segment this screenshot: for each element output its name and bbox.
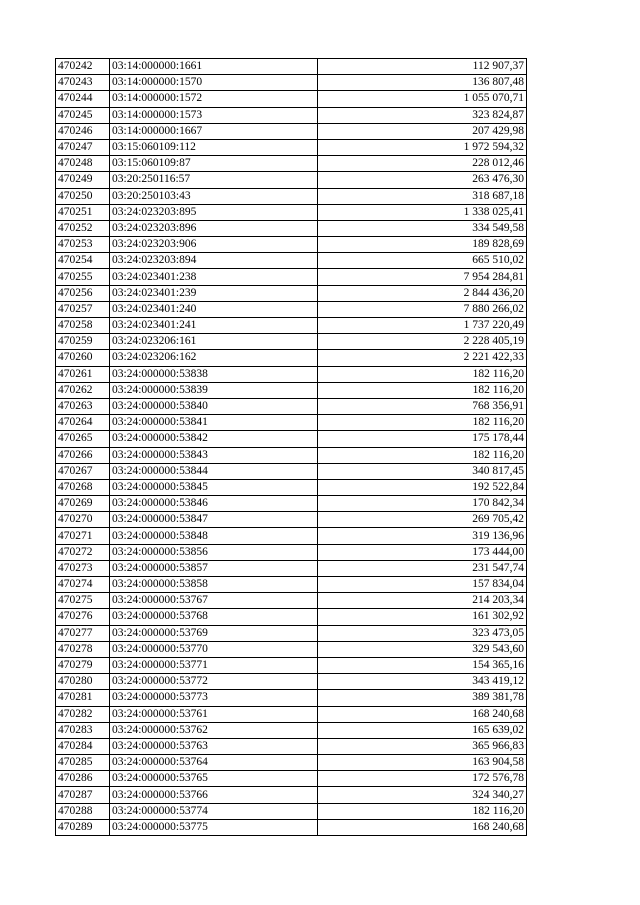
- cadastral-number-cell: 03:24:000000:53857: [110, 560, 318, 576]
- cadastral-value-cell: 161 302,92: [318, 609, 527, 625]
- row-number-cell: 470279: [56, 657, 110, 673]
- cadastral-number-cell: 03:24:000000:53846: [110, 496, 318, 512]
- cadastral-value-cell: 323 824,87: [318, 107, 527, 123]
- cadastral-number-cell: 03:24:000000:53840: [110, 398, 318, 414]
- row-number-cell: 470285: [56, 755, 110, 771]
- cadastral-number-cell: 03:24:023206:162: [110, 350, 318, 366]
- row-number-cell: 470287: [56, 787, 110, 803]
- table-row: [56, 237, 527, 253]
- table-row: [56, 819, 527, 835]
- cadastral-number-cell: 03:24:000000:53770: [110, 641, 318, 657]
- row-number-cell: 470251: [56, 204, 110, 220]
- row-number-cell: 470286: [56, 771, 110, 787]
- cadastral-value-cell: 323 473,05: [318, 625, 527, 641]
- cadastral-value-cell: 182 116,20: [318, 366, 527, 382]
- cadastral-number-cell: 03:24:000000:53774: [110, 803, 318, 819]
- cadastral-value-cell: 112 907,37: [318, 59, 527, 75]
- cadastral-value-cell: 170 842,34: [318, 496, 527, 512]
- cadastral-number-cell: 03:24:000000:53775: [110, 819, 318, 835]
- row-number-cell: 470271: [56, 528, 110, 544]
- table-row: [56, 674, 527, 690]
- table-row: [56, 496, 527, 512]
- table-row: [56, 431, 527, 447]
- cadastral-value-cell: 1 338 025,41: [318, 204, 527, 220]
- cadastral-value-cell: 269 705,42: [318, 512, 527, 528]
- row-number-cell: 470260: [56, 350, 110, 366]
- cadastral-value-cell: 136 807,48: [318, 75, 527, 91]
- row-number-cell: 470259: [56, 334, 110, 350]
- row-number-cell: 470278: [56, 641, 110, 657]
- cadastral-number-cell: 03:24:000000:53764: [110, 755, 318, 771]
- cadastral-value-cell: 207 429,98: [318, 123, 527, 139]
- cadastral-value-cell: 1 055 070,71: [318, 91, 527, 107]
- row-number-cell: 470283: [56, 722, 110, 738]
- cadastral-value-cell: 173 444,00: [318, 544, 527, 560]
- table-row: [56, 641, 527, 657]
- cadastral-number-cell: 03:24:023401:240: [110, 301, 318, 317]
- row-number-cell: 470245: [56, 107, 110, 123]
- row-number-cell: 470255: [56, 269, 110, 285]
- cadastral-number-cell: 03:24:000000:53844: [110, 463, 318, 479]
- cadastral-value-cell: 7 880 266,02: [318, 301, 527, 317]
- cadastral-value-table: [55, 58, 527, 836]
- row-number-cell: 470262: [56, 382, 110, 398]
- row-number-cell: 470284: [56, 738, 110, 754]
- table-row: [56, 398, 527, 414]
- table-row: [56, 204, 527, 220]
- row-number-cell: 470258: [56, 318, 110, 334]
- table-row: [56, 91, 527, 107]
- cadastral-number-cell: 03:20:250116:57: [110, 172, 318, 188]
- row-number-cell: 470289: [56, 819, 110, 835]
- table-row: [56, 382, 527, 398]
- table-row: [56, 220, 527, 236]
- cadastral-value-cell: 182 116,20: [318, 803, 527, 819]
- cadastral-value-cell: 231 547,74: [318, 560, 527, 576]
- cadastral-value-cell: 389 381,78: [318, 690, 527, 706]
- cadastral-value-cell: 165 639,02: [318, 722, 527, 738]
- cadastral-number-cell: 03:24:000000:53771: [110, 657, 318, 673]
- table-row: [56, 771, 527, 787]
- row-number-cell: 470266: [56, 447, 110, 463]
- row-number-cell: 470243: [56, 75, 110, 91]
- table-row: [56, 301, 527, 317]
- table-row: [56, 75, 527, 91]
- cadastral-value-cell: 324 340,27: [318, 787, 527, 803]
- cadastral-value-cell: 365 966,83: [318, 738, 527, 754]
- table-row: [56, 593, 527, 609]
- table-row: [56, 738, 527, 754]
- cadastral-value-cell: 163 904,58: [318, 755, 527, 771]
- row-number-cell: 470281: [56, 690, 110, 706]
- table-row: [56, 690, 527, 706]
- row-number-cell: 470261: [56, 366, 110, 382]
- cadastral-value-cell: 2 221 422,33: [318, 350, 527, 366]
- cadastral-number-cell: 03:24:000000:53765: [110, 771, 318, 787]
- table-row: [56, 528, 527, 544]
- cadastral-number-cell: 03:14:000000:1667: [110, 123, 318, 139]
- cadastral-value-cell: 1 737 220,49: [318, 318, 527, 334]
- table-row: [56, 188, 527, 204]
- row-number-cell: 470275: [56, 593, 110, 609]
- row-number-cell: 470274: [56, 577, 110, 593]
- row-number-cell: 470248: [56, 156, 110, 172]
- cadastral-number-cell: 03:15:060109:112: [110, 139, 318, 155]
- cadastral-number-cell: 03:24:000000:53843: [110, 447, 318, 463]
- table-row: [56, 156, 527, 172]
- cadastral-number-cell: 03:15:060109:87: [110, 156, 318, 172]
- cadastral-number-cell: 03:24:000000:53842: [110, 431, 318, 447]
- row-number-cell: 470242: [56, 59, 110, 75]
- row-number-cell: 470254: [56, 253, 110, 269]
- table-row: [56, 544, 527, 560]
- table-row: [56, 560, 527, 576]
- cadastral-number-cell: 03:24:023203:906: [110, 237, 318, 253]
- table-row: [56, 269, 527, 285]
- cadastral-number-cell: 03:24:000000:53766: [110, 787, 318, 803]
- cadastral-value-cell: 7 954 284,81: [318, 269, 527, 285]
- cadastral-value-cell: 182 116,20: [318, 447, 527, 463]
- row-number-cell: 470244: [56, 91, 110, 107]
- cadastral-number-cell: 03:14:000000:1572: [110, 91, 318, 107]
- cadastral-value-cell: 329 543,60: [318, 641, 527, 657]
- cadastral-value-cell: 182 116,20: [318, 382, 527, 398]
- cadastral-value-cell: 2 844 436,20: [318, 285, 527, 301]
- cadastral-number-cell: 03:24:000000:53761: [110, 706, 318, 722]
- row-number-cell: 470247: [56, 139, 110, 155]
- table-row: [56, 625, 527, 641]
- cadastral-value-cell: 665 510,02: [318, 253, 527, 269]
- row-number-cell: 470272: [56, 544, 110, 560]
- table-row: [56, 123, 527, 139]
- table-row: [56, 139, 527, 155]
- row-number-cell: 470280: [56, 674, 110, 690]
- row-number-cell: 470253: [56, 237, 110, 253]
- cadastral-value-cell: 157 834,04: [318, 577, 527, 593]
- cadastral-number-cell: 03:24:000000:53769: [110, 625, 318, 641]
- row-number-cell: 470270: [56, 512, 110, 528]
- cadastral-number-cell: 03:24:023203:894: [110, 253, 318, 269]
- cadastral-number-cell: 03:24:000000:53767: [110, 593, 318, 609]
- row-number-cell: 470257: [56, 301, 110, 317]
- cadastral-value-cell: 168 240,68: [318, 819, 527, 835]
- table-row: [56, 253, 527, 269]
- table-row: [56, 479, 527, 495]
- cadastral-number-cell: 03:24:000000:53763: [110, 738, 318, 754]
- cadastral-number-cell: 03:24:023401:241: [110, 318, 318, 334]
- row-number-cell: 470265: [56, 431, 110, 447]
- row-number-cell: 470264: [56, 415, 110, 431]
- table-row: [56, 787, 527, 803]
- cadastral-number-cell: 03:24:023401:238: [110, 269, 318, 285]
- row-number-cell: 470249: [56, 172, 110, 188]
- cadastral-value-cell: 228 012,46: [318, 156, 527, 172]
- table-body: [56, 59, 527, 836]
- table-row: [56, 59, 527, 75]
- cadastral-number-cell: 03:24:000000:53858: [110, 577, 318, 593]
- cadastral-value-cell: 214 203,34: [318, 593, 527, 609]
- row-number-cell: 470263: [56, 398, 110, 414]
- cadastral-value-cell: 343 419,12: [318, 674, 527, 690]
- row-number-cell: 470252: [56, 220, 110, 236]
- cadastral-number-cell: 03:24:023203:896: [110, 220, 318, 236]
- cadastral-number-cell: 03:14:000000:1570: [110, 75, 318, 91]
- cadastral-number-cell: 03:24:000000:53762: [110, 722, 318, 738]
- row-number-cell: 470267: [56, 463, 110, 479]
- cadastral-number-cell: 03:24:000000:53773: [110, 690, 318, 706]
- row-number-cell: 470246: [56, 123, 110, 139]
- table-row: [56, 609, 527, 625]
- cadastral-value-cell: 768 356,91: [318, 398, 527, 414]
- table-row: [56, 706, 527, 722]
- table-row: [56, 366, 527, 382]
- cadastral-value-cell: 319 136,96: [318, 528, 527, 544]
- table-row: [56, 350, 527, 366]
- cadastral-number-cell: 03:14:000000:1661: [110, 59, 318, 75]
- row-number-cell: 470288: [56, 803, 110, 819]
- table-row: [56, 722, 527, 738]
- cadastral-number-cell: 03:24:000000:53838: [110, 366, 318, 382]
- cadastral-number-cell: 03:24:000000:53848: [110, 528, 318, 544]
- cadastral-number-cell: 03:24:000000:53847: [110, 512, 318, 528]
- table-row: [56, 803, 527, 819]
- table-row: [56, 447, 527, 463]
- cadastral-value-cell: 154 365,16: [318, 657, 527, 673]
- cadastral-value-cell: 1 972 594,32: [318, 139, 527, 155]
- table-row: [56, 577, 527, 593]
- cadastral-value-cell: 263 476,30: [318, 172, 527, 188]
- cadastral-value-cell: 175 178,44: [318, 431, 527, 447]
- row-number-cell: 470268: [56, 479, 110, 495]
- cadastral-value-cell: 2 228 405,19: [318, 334, 527, 350]
- row-number-cell: 470276: [56, 609, 110, 625]
- table-row: [56, 107, 527, 123]
- cadastral-number-cell: 03:24:000000:53772: [110, 674, 318, 690]
- cadastral-number-cell: 03:24:023206:161: [110, 334, 318, 350]
- table-row: [56, 512, 527, 528]
- cadastral-value-cell: 192 522,84: [318, 479, 527, 495]
- cadastral-value-cell: 340 817,45: [318, 463, 527, 479]
- table-row: [56, 334, 527, 350]
- cadastral-number-cell: 03:24:000000:53856: [110, 544, 318, 560]
- cadastral-value-cell: 334 549,58: [318, 220, 527, 236]
- cadastral-number-cell: 03:24:000000:53845: [110, 479, 318, 495]
- row-number-cell: 470277: [56, 625, 110, 641]
- cadastral-value-cell: 318 687,18: [318, 188, 527, 204]
- cadastral-number-cell: 03:24:000000:53768: [110, 609, 318, 625]
- row-number-cell: 470269: [56, 496, 110, 512]
- table-row: [56, 415, 527, 431]
- cadastral-number-cell: 03:24:023203:895: [110, 204, 318, 220]
- table-row: [56, 318, 527, 334]
- cadastral-number-cell: 03:24:000000:53839: [110, 382, 318, 398]
- row-number-cell: 470256: [56, 285, 110, 301]
- cadastral-value-cell: 189 828,69: [318, 237, 527, 253]
- cadastral-number-cell: 03:24:000000:53841: [110, 415, 318, 431]
- row-number-cell: 470250: [56, 188, 110, 204]
- cadastral-number-cell: 03:20:250103:43: [110, 188, 318, 204]
- table-row: [56, 285, 527, 301]
- table-row: [56, 755, 527, 771]
- cadastral-value-cell: 172 576,78: [318, 771, 527, 787]
- table-row: [56, 463, 527, 479]
- cadastral-value-cell: 168 240,68: [318, 706, 527, 722]
- row-number-cell: 470282: [56, 706, 110, 722]
- cadastral-number-cell: 03:24:023401:239: [110, 285, 318, 301]
- row-number-cell: 470273: [56, 560, 110, 576]
- cadastral-number-cell: 03:14:000000:1573: [110, 107, 318, 123]
- table-row: [56, 172, 527, 188]
- table-row: [56, 657, 527, 673]
- cadastral-value-cell: 182 116,20: [318, 415, 527, 431]
